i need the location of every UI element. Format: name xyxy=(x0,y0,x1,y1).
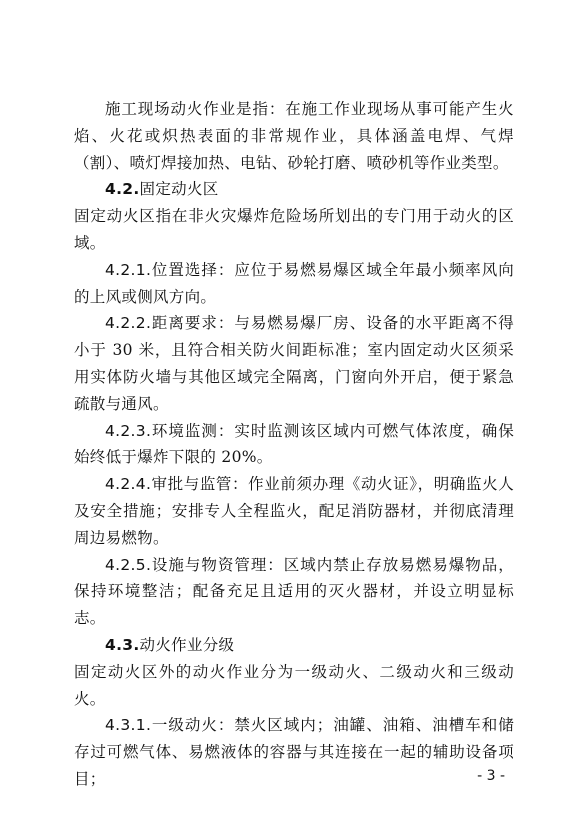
clause-4-3-1 xyxy=(74,712,514,792)
clause-4-2-3 xyxy=(74,418,514,472)
clause-text: 审批与监管：作业前须办理《动火证》，明确监火人及安全措施；安排专人全程监火，配足消防器材，并彻底清理周边易燃物。 xyxy=(74,475,514,547)
clause-4-2-1 xyxy=(74,257,514,311)
paragraph-hot-work-definition: 施工现场动火作业是指：在施工作业现场从事可能产生火焰、火花或炽热表面的非常规作业，具体涵盖电焊、气焊（割）、喷灯焊接加热、电钻、砂轮打磨、喷砂机等作业类型。 xyxy=(74,100,514,172)
section-title: 固定动火区 xyxy=(139,180,219,199)
section-number: 4.2. xyxy=(105,180,140,199)
section-heading-4-2 xyxy=(74,176,514,203)
page-number: - 3 - xyxy=(477,768,505,784)
clause-number: 4.2.2. xyxy=(105,314,152,333)
clause-4-2-4 xyxy=(74,471,514,551)
clause-4-2-2 xyxy=(74,310,514,417)
clause-text: 一级动火：禁火区域内；油罐、油箱、油槽车和储存过可燃气体、易燃液体的容器与其连接在一起的辅助设备项目； xyxy=(74,716,514,788)
clause-number: 4.3.1. xyxy=(105,716,152,735)
section-title: 动火作业分级 xyxy=(139,635,235,654)
clause-text: 距离要求：与易燃易爆厂房、设备的水平距离不得小于 30 米，且符合相关防火间距标准；室内固定动火区须采用实体防火墙与其他区域完全隔离，门窗向外开启，便于紧急疏散与通风。 xyxy=(74,314,514,413)
section-heading-4-3 xyxy=(74,632,514,659)
section-number: 4.3. xyxy=(105,635,140,654)
paragraph-fixed-zone-definition: 固定动火区指在非火灾爆炸危险场所划出的专门用于动火的区域。 xyxy=(74,207,514,252)
clause-number: 4.2.1. xyxy=(105,260,152,279)
document-body xyxy=(74,96,514,793)
paragraph-hot-work-grading: 固定动火区外的动火作业分为一级动火、二级动火和三级动火。 xyxy=(74,662,514,708)
clause-number: 4.2.4. xyxy=(105,475,152,494)
clause-number: 4.2.5. xyxy=(105,555,152,574)
clause-text: 位置选择：应位于易燃易爆区域全年最小频率风向的上风或侧风方向。 xyxy=(74,260,514,306)
clause-text: 设施与物资管理：区域内禁止存放易燃易爆物品，保持环境整洁；配备充足且适用的灭火器材，并设立明显标志。 xyxy=(74,555,514,628)
clause-number: 4.2.3. xyxy=(105,421,152,440)
clause-4-2-5 xyxy=(74,552,514,632)
clause-text: 环境监测：实时监测该区域内可燃气体浓度，确保始终低于爆炸下限的 20%。 xyxy=(74,421,514,467)
